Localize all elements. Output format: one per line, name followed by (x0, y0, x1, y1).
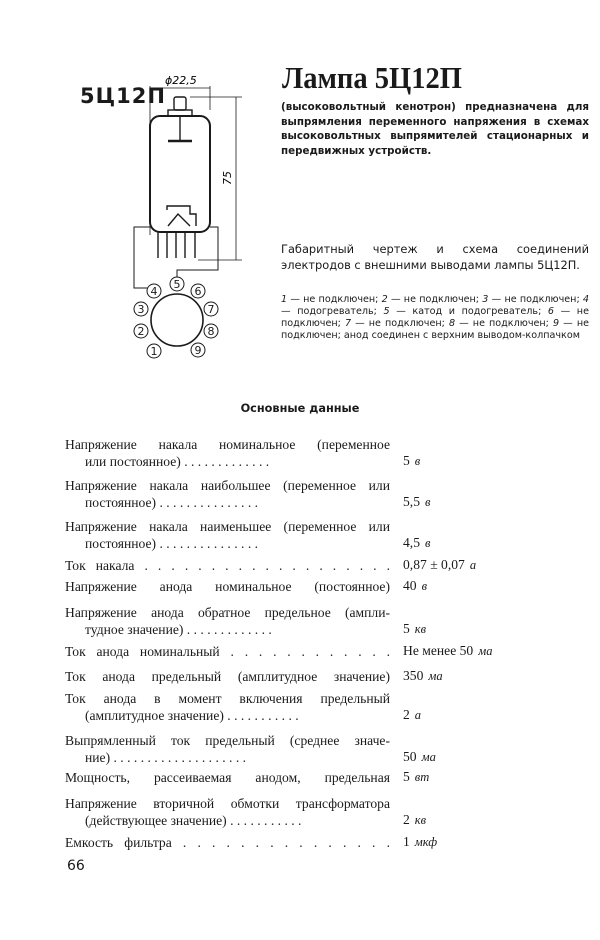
spec-unit: в (414, 454, 421, 468)
legend-num: 9 (552, 318, 560, 329)
pin-7 (204, 302, 218, 316)
svg-text:4: 4 (150, 285, 158, 298)
svg-text:3: 3 (137, 303, 145, 316)
tube-drawing (0, 0, 270, 400)
spec-label (65, 769, 390, 786)
spec-value (403, 534, 430, 552)
svg-text:8: 8 (207, 325, 215, 338)
spec-label (65, 732, 390, 766)
spec-label-line: постоянное) . . . . . . . . . . . . . . . (85, 495, 259, 510)
spec-unit: в (425, 536, 431, 550)
spec-value (403, 706, 421, 724)
spec-number: 50 (403, 749, 417, 764)
spec-row (65, 604, 585, 638)
spec-value (403, 493, 430, 511)
spec-label-line: Напряжение анода номинальное (постоянное) (65, 579, 390, 594)
spec-number: 350 (403, 668, 424, 683)
spec-label (65, 795, 390, 829)
spec-row (65, 557, 585, 574)
spec-row (65, 578, 585, 595)
spec-value (403, 556, 476, 574)
page-number: 66 (67, 858, 85, 874)
spec-number: 5 (403, 769, 410, 784)
spec-row (65, 769, 585, 786)
spec-unit: мкф (414, 835, 438, 849)
spec-label (65, 477, 390, 511)
tube-model-label: 5Ц12П (80, 84, 166, 108)
legend-item: 4 — подогреватель; (281, 294, 590, 317)
svg-text:2: 2 (137, 325, 145, 338)
spec-value (403, 620, 426, 638)
svg-text:9: 9 (194, 344, 202, 357)
legend-text: катод и подогреватель; (412, 306, 542, 317)
spec-unit: а (414, 708, 422, 722)
legend-item: 3 — не подключен; (482, 294, 580, 305)
pin-3 (134, 302, 148, 316)
spec-label (65, 668, 390, 685)
spec-row (65, 477, 585, 511)
legend-num: 2 (381, 294, 388, 305)
pin-9 (191, 343, 205, 357)
spec-number: 5 (403, 453, 410, 468)
legend-text: подогреватель; (297, 306, 377, 317)
legend-item: 5 — катод и подогреватель; (383, 306, 542, 317)
legend-text: не подключен; (281, 306, 589, 329)
legend-num: 4 (582, 294, 590, 305)
svg-text:5: 5 (173, 278, 181, 291)
legend-num: 7 (344, 318, 352, 329)
svg-text:7: 7 (207, 303, 215, 316)
spec-row (65, 834, 585, 851)
spec-label-line: Напряжение накала номинальное (переменное (65, 437, 390, 452)
spec-unit: кв (414, 622, 427, 636)
spec-label (65, 643, 390, 660)
spec-label-line: Напряжение накала наибольшее (переменное или (65, 478, 390, 493)
section-title: Основные данные (240, 402, 360, 415)
spec-label-line: Напряжение вторичной обмотки трансформатора (65, 796, 390, 811)
svg-text:1: 1 (150, 345, 158, 358)
figure-caption: Габаритный чертеж и схема соединений электродов с внешними выводами лампы 5Ц12П. (281, 242, 589, 272)
spec-unit: ма (428, 669, 443, 683)
spec-number: 5 (403, 621, 410, 636)
spec-unit: в (425, 495, 431, 509)
spec-label-line: (действующее значение) . . . . . . . . . . . (85, 813, 302, 828)
spec-label (65, 436, 390, 470)
spec-label (65, 834, 390, 851)
legend-num: 8 (448, 318, 456, 329)
legend-text: не подключен; (368, 318, 445, 329)
spec-label-line: Ток накала . . . . . . . . . . . . . . . . . . . (65, 558, 390, 573)
spec-label (65, 518, 390, 552)
page-title: Лампа 5Ц12П (282, 60, 462, 95)
spec-row (65, 643, 585, 660)
spec-label-line: тудное значение) . . . . . . . . . . . . . (85, 622, 272, 637)
spec-row (65, 732, 585, 766)
spec-label-line: ние) . . . . . . . . . . . . . . . . . . . . (85, 750, 247, 765)
spec-unit: а (469, 558, 477, 572)
spec-row (65, 690, 585, 724)
pin-5 (170, 277, 184, 291)
spec-value (403, 811, 426, 829)
spec-label (65, 557, 390, 574)
spec-row (65, 795, 585, 829)
legend-text: не подключен; (303, 294, 379, 305)
spec-label (65, 690, 390, 724)
spec-value (403, 642, 492, 660)
spec-number: 40 (403, 578, 417, 593)
spec-value (403, 768, 429, 786)
legend-item: 9 — не подключен; анод соединен с верхним выводом-колпачком (281, 318, 589, 341)
spec-value (403, 667, 443, 685)
spec-label-line: или постоянное) . . . . . . . . . . . . . (85, 454, 270, 469)
spec-number: 2 (403, 707, 410, 722)
spec-label-line: Напряжение накала наименьшее (переменное или (65, 519, 390, 534)
spec-number: 0,87 ± 0,07 (403, 557, 465, 572)
spec-number: 4,5 (403, 535, 420, 550)
spec-label-line: Ток анода в момент включения предельный (65, 691, 390, 706)
spec-label-line: Мощность, рассеиваемая анодом, предельная (65, 770, 390, 785)
spec-label-line: Напряжение анода обратное предельное (ампли- (65, 605, 390, 620)
diameter-label: ϕ22,5 (165, 74, 197, 87)
pin-4 (147, 284, 161, 298)
legend-text: не подключен; (472, 318, 549, 329)
spec-unit: кв (414, 813, 427, 827)
legend-text: не подключен; (403, 294, 480, 305)
spec-label-line: Ток анода предельный (амплитудное значение) (65, 669, 390, 684)
spec-row (65, 518, 585, 552)
spec-value (403, 577, 427, 595)
spec-label-line: Выпрямленный ток предельный (среднее значе- (65, 733, 390, 748)
legend-text: не подключен; (504, 294, 580, 305)
spec-number: 5,5 (403, 494, 420, 509)
legend-item: 1 — не подключен; (281, 294, 379, 305)
legend-text: не подключен; анод соединен с верхним выводом-колпачком (281, 318, 589, 341)
tube-description: (высоковольтный кенотрон) предназначена для выпрямления переменного напряжения в схемах высоковольтных выпрямителей стационарных и передвижных устройств. (281, 101, 589, 157)
spec-unit: ма (478, 644, 493, 658)
svg-text:6: 6 (194, 285, 202, 298)
spec-value (403, 833, 437, 851)
spec-unit: в (421, 579, 428, 593)
spec-row (65, 436, 585, 470)
legend-num: 5 (383, 306, 390, 317)
legend-num: 1 (281, 294, 288, 305)
pin-2 (134, 324, 148, 338)
spec-number: Не менее 50 (403, 643, 474, 658)
spec-row (65, 668, 585, 685)
pin-8 (204, 324, 218, 338)
legend-item: 2 — не подключен; (381, 294, 480, 305)
pin-6 (191, 284, 205, 298)
spec-value (403, 748, 436, 766)
spec-label-line: Ток анода номинальный . . . . . . . . . . . . (65, 644, 390, 659)
spec-unit: ма (421, 750, 436, 764)
height-label: 75 (221, 171, 234, 185)
spec-label-line: постоянное) . . . . . . . . . . . . . . . (85, 536, 259, 551)
spec-label-line: Емкость фильтра . . . . . . . . . . . . . . . (65, 835, 390, 850)
legend-num: 3 (482, 294, 489, 305)
spec-label-line: (амплитудное значение) . . . . . . . . . . . (85, 708, 299, 723)
spec-value (403, 452, 420, 470)
legend-item: 8 — не подключен; (448, 318, 549, 329)
legend-num: 6 (547, 306, 555, 317)
spec-label (65, 604, 390, 638)
spec-number: 2 (403, 812, 410, 827)
spec-unit: вт (414, 770, 430, 784)
pin-legend (281, 294, 589, 342)
legend-item: 6 — не подключен; (281, 306, 589, 329)
pin-1 (147, 344, 161, 358)
spec-label (65, 578, 390, 595)
spec-number: 1 (403, 834, 410, 849)
legend-item: 7 — не подключен; (344, 318, 445, 329)
